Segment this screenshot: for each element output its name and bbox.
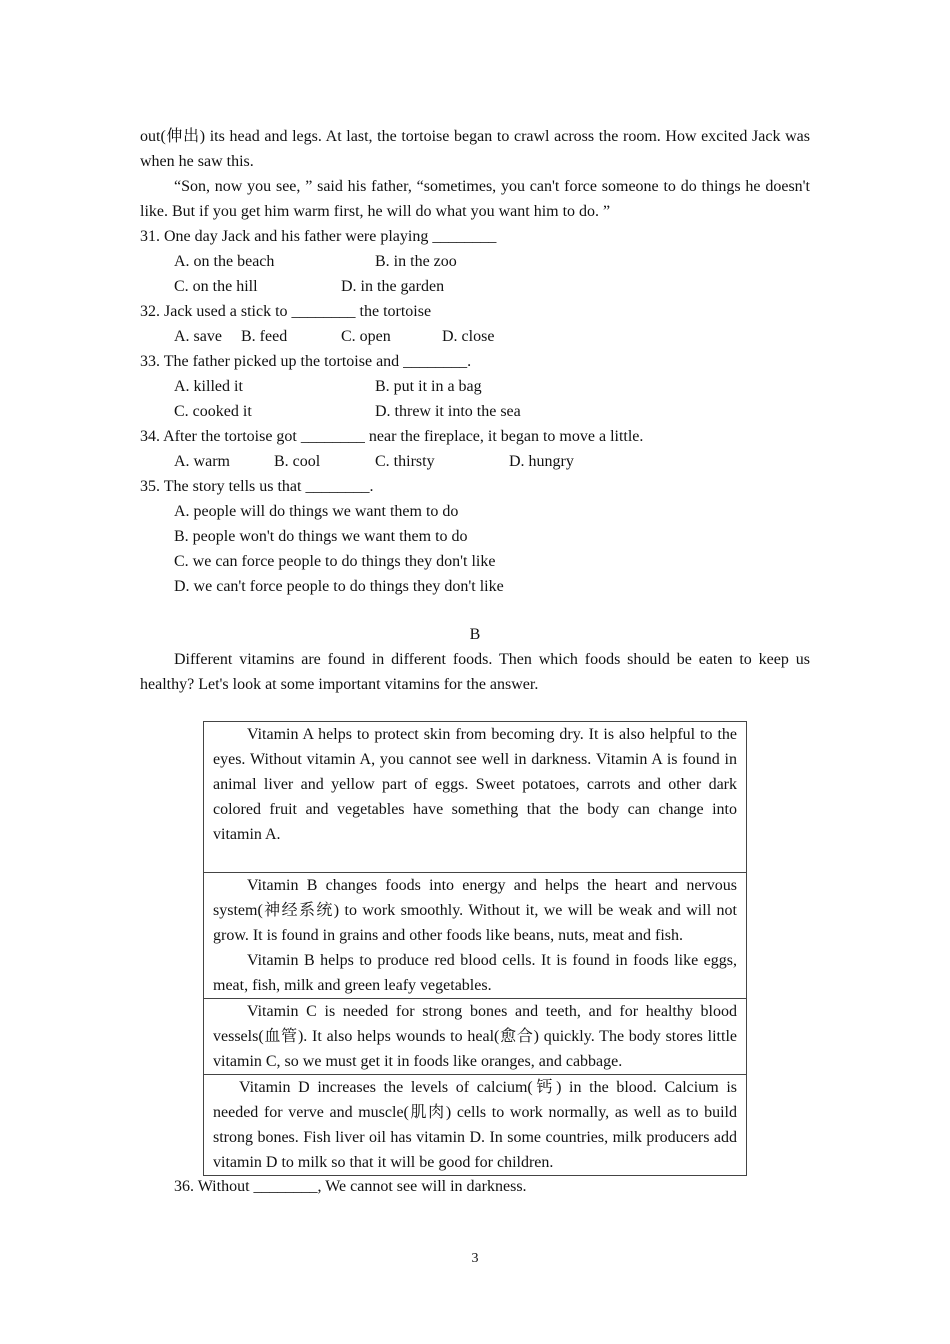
option-a: A. save — [174, 328, 222, 345]
vitamin-table — [203, 721, 747, 1176]
option-a: A. on the beach — [174, 253, 275, 270]
option-d: D. in the garden — [341, 278, 445, 295]
vitamin-c-text: Vitamin C is needed for strong bones and teeth, and for healthy blood vessels(血管). It also helps wounds to heal(愈合) quickly. The body stores little vitamin C, so we must get it in foods like oranges, and cabbage. — [213, 1003, 737, 1070]
vitamin-a-cell — [204, 722, 747, 873]
option-d: D. threw it into the sea — [375, 403, 521, 420]
option-d: D. hungry — [509, 453, 574, 470]
question-32-options — [140, 324, 810, 349]
vitamin-d-row — [204, 1075, 747, 1176]
option-b: B. in the zoo — [375, 253, 457, 270]
option-d: D. close — [442, 328, 495, 345]
vitamin-a-row — [204, 722, 747, 873]
vitamin-d-text: Vitamin D increases the levels of calcium(钙) in the blood. Calcium is needed for verve and muscle(肌肉) cells to work normally, as well as to build strong bones. Fish liver oil has vitamin D. In some countries, milk producers add vitamin D to milk so that it will be good for children. — [213, 1079, 737, 1171]
question-35-option-b — [140, 524, 810, 549]
vitamin-a-text: Vitamin A helps to protect skin from becoming dry. It is also helpful to the eyes. Without vitamin A, you cannot see well in darkness. Vitamin A is found in animal liver and yellow part of eggs. Sweet potatoes, carrots and other dark colored fruit and vegetables have something that the body can change into vitamin A. — [213, 726, 737, 843]
page-number: 3 — [471, 1251, 479, 1266]
question-35-option-a — [140, 499, 810, 524]
question-33: 33. The father picked up the tortoise and ________. — [140, 353, 472, 370]
question-33-options-row-2 — [140, 399, 810, 424]
option-a: A. people will do things we want them to do — [174, 503, 459, 520]
section-b — [140, 622, 810, 697]
option-a: A. warm — [174, 453, 230, 470]
question-34: 34. After the tortoise got ________ near the fireplace, it began to move a little. — [140, 428, 644, 445]
vitamin-b-text-2: Vitamin B helps to produce red blood cells. It is found in foods like eggs, meat, fish, milk and green leafy vegetables. — [213, 952, 737, 994]
vitamin-c-row — [204, 999, 747, 1075]
question-33-options-row-1 — [140, 374, 810, 399]
option-c: C. open — [341, 328, 391, 345]
question-35-option-d — [140, 574, 810, 599]
option-c: C. thirsty — [375, 453, 435, 470]
option-c: C. we can force people to do things they don't like — [174, 553, 496, 570]
question-32: 32. Jack used a stick to ________ the tortoise — [140, 303, 432, 320]
option-b: B. put it in a bag — [375, 378, 482, 395]
option-c: C. on the hill — [174, 278, 258, 295]
question-35: 35. The story tells us that ________. — [140, 478, 374, 495]
vitamin-c-cell — [204, 999, 747, 1075]
question-36: 36. Without ________, We cannot see will in darkness. — [174, 1178, 527, 1195]
option-d: D. we can't force people to do things they don't like — [174, 578, 504, 595]
question-list — [140, 224, 810, 599]
section-heading: B — [469, 626, 481, 643]
question-36-block — [140, 1174, 810, 1199]
option-c: C. cooked it — [174, 403, 252, 420]
option-b: B. feed — [241, 328, 288, 345]
vitamin-b-cell — [204, 873, 747, 999]
question-31-options-row-1 — [140, 249, 810, 274]
question-34-options — [140, 449, 810, 474]
option-a: A. killed it — [174, 378, 243, 395]
vitamin-b-text-1: Vitamin B changes foods into energy and helps the heart and nervous system(神经系统) to work smoothly. Without it, we will be weak and will not grow. It is found in grains and other foods like beans, nuts, meat and fish. — [213, 877, 737, 944]
question-31: 31. One day Jack and his father were playing ________ — [140, 228, 497, 245]
question-35-option-c — [140, 549, 810, 574]
question-31-options-row-2 — [140, 274, 810, 299]
option-b: B. people won't do things we want them to do — [174, 528, 468, 545]
story-paragraph-1: out(伸出) its head and legs. At last, the tortoise began to crawl across the room. How excited Jack was when he saw this. — [140, 128, 810, 170]
vitamin-d-cell — [204, 1075, 747, 1176]
story-ending — [140, 124, 810, 224]
option-b: B. cool — [274, 453, 321, 470]
story-paragraph-2: “Son, now you see, ” said his father, “sometimes, you can't force someone to do things he doesn't like. But if you get him warm first, he will do what you want him to do. ” — [140, 178, 810, 220]
vitamin-b-row — [204, 873, 747, 999]
section-b-intro: Different vitamins are found in different foods. Then which foods should be eaten to keep us healthy? Let's look at some important vitamins for the answer. — [140, 651, 810, 693]
